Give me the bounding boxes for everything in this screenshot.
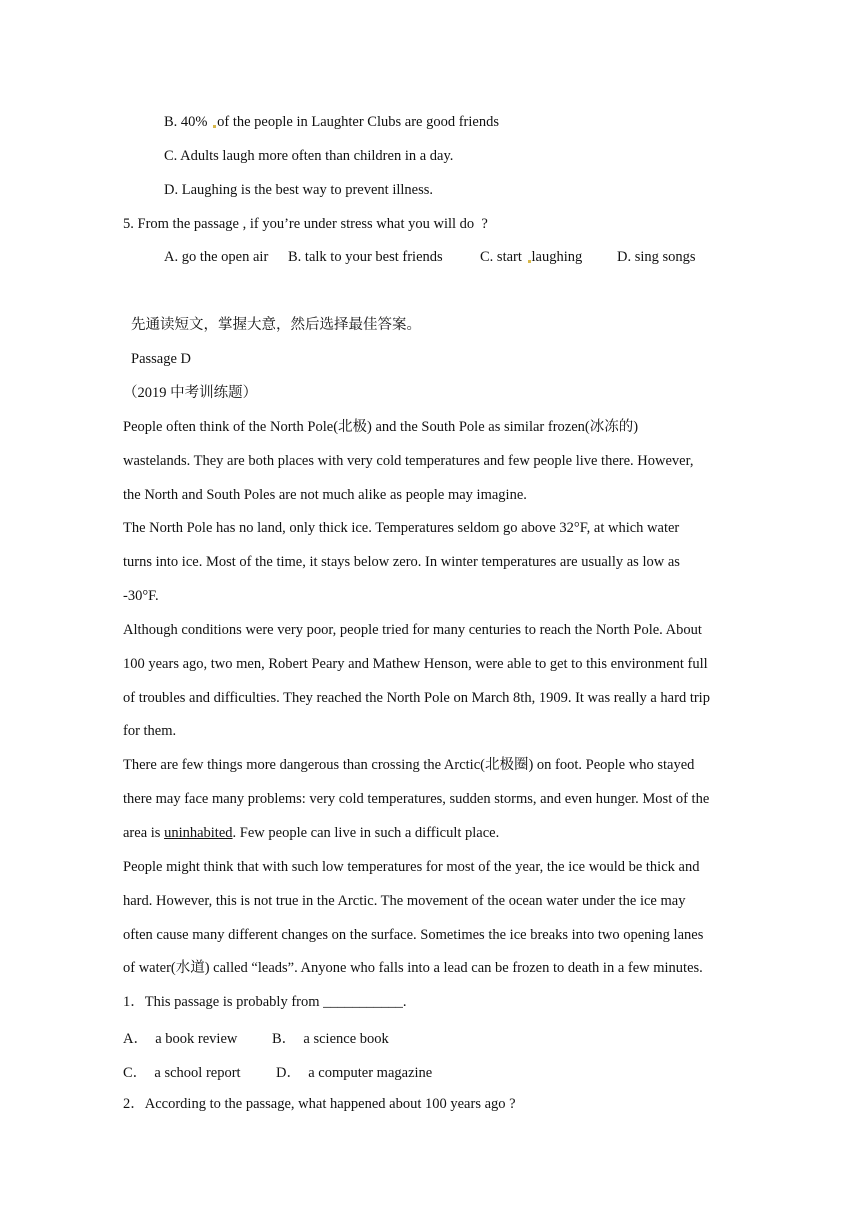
passage-source: （2019 中考训练题） (123, 385, 258, 401)
paragraph-line: Although conditions were very poor, people tried for many centuries to reach the North Pole. About (123, 622, 702, 638)
option-4b-pre: B. 40% (164, 114, 208, 130)
paragraph-line: People might think that with such low temperatures for most of the year, the ice would be thick and (123, 859, 700, 875)
paragraph-line: There are few things more dangerous than crossing the Arctic(北极圈) on foot. People who stayed (123, 757, 695, 773)
option-4d: D. Laughing is the best way to prevent illness. (164, 182, 434, 198)
option-4b-post: of the people in Laughter Clubs are good friends (217, 114, 499, 130)
option-5c-pre: C. start (480, 249, 522, 265)
edit-mark-icon (213, 125, 216, 128)
option-5c-post: laughing (531, 249, 583, 265)
option-5a: A. go the open air (164, 249, 269, 265)
instructions: 先通读短文，掌握大意，然后选择最佳答案。 (131, 317, 421, 333)
edit-mark-icon (528, 260, 531, 263)
paragraph-line: -30°F. (123, 588, 159, 604)
option-5c (480, 249, 582, 266)
question-2-stem: 2．According to the passage, what happened about 100 years ago ? (123, 1096, 516, 1112)
passage-title: Passage D (131, 351, 192, 367)
option-4b (164, 113, 499, 131)
option-4c: C. Adults laugh more often than children in a day. (164, 148, 454, 164)
option-1d: D． a computer magazine (276, 1065, 433, 1081)
text-span: . Few people can live in such a difficult place. (232, 825, 500, 841)
paragraph-line: People often think of the North Pole(北极) and the South Pole as similar frozen(冰冻的) (123, 419, 639, 435)
underlined-word: uninhabited (164, 825, 233, 841)
option-5b: B. talk to your best friends (288, 249, 443, 265)
paragraph-line (123, 824, 499, 842)
paragraph-line: of water(水道) called “leads”. Anyone who falls into a lead can be frozen to death in a few minutes. (123, 960, 703, 976)
paragraph-line: hard. However, this is not true in the Arctic. The movement of the ocean water under the ice may (123, 893, 686, 909)
paragraph-line: the North and South Poles are not much alike as people may imagine. (123, 487, 527, 503)
option-1a: A． a book review (123, 1031, 238, 1047)
paragraph-line: turns into ice. Most of the time, it stays below zero. In winter temperatures are usually as low as (123, 554, 680, 570)
paragraph-line: wastelands. They are both places with very cold temperatures and few people live there. However, (123, 453, 694, 469)
paragraph-line: for them. (123, 723, 177, 739)
paragraph-line: there may face many problems: very cold temperatures, sudden storms, and even hunger. Most of the (123, 791, 710, 807)
option-5d: D. sing songs (617, 249, 696, 265)
question-1-stem: 1．This passage is probably from ___________. (123, 994, 407, 1010)
paragraph-line: often cause many different changes on the surface. Sometimes the ice breaks into two opening lanes (123, 927, 704, 943)
question-5-stem: 5. From the passage , if you’re under stress what you will do ? (123, 216, 488, 232)
paragraph-line: of troubles and difficulties. They reached the North Pole on March 8th, 1909. It was really a hard trip (123, 690, 710, 706)
paragraph-line: 100 years ago, two men, Robert Peary and Mathew Henson, were able to get to this environment full (123, 656, 708, 672)
option-1c: C． a school report (123, 1065, 241, 1081)
text-span: area is (123, 825, 165, 841)
option-1b: B． a science book (272, 1031, 389, 1047)
paragraph-line: The North Pole has no land, only thick ice. Temperatures seldom go above 32°F, at which water (123, 520, 680, 536)
